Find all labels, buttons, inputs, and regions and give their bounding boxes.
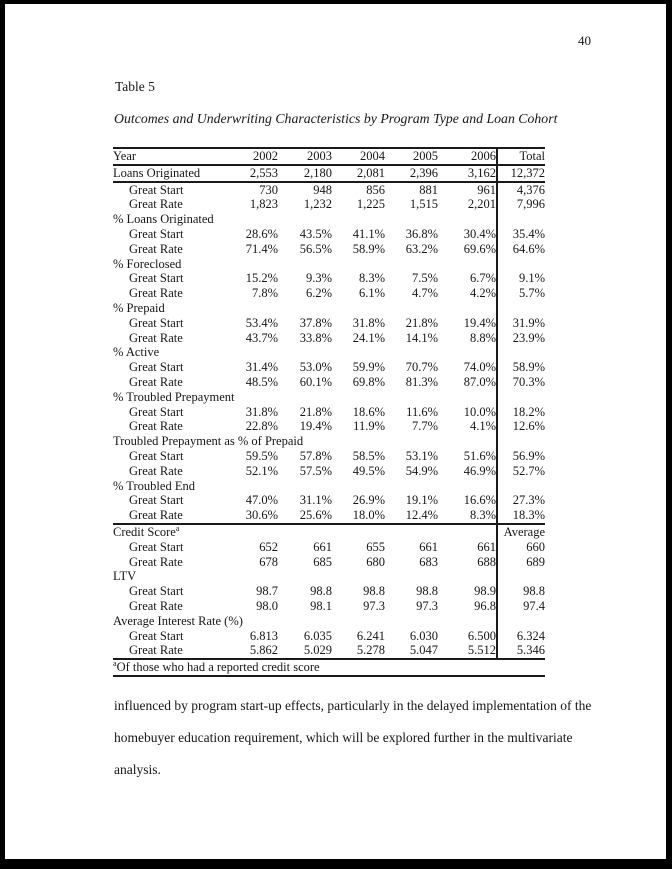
row-label: Great Start bbox=[129, 271, 184, 286]
column-header-2006: 2006 bbox=[438, 148, 497, 165]
table-cell: 70.3% bbox=[497, 375, 545, 390]
table-cell: 19.4% bbox=[299, 419, 332, 434]
table-cell bbox=[497, 257, 545, 272]
table-cell bbox=[332, 614, 385, 629]
body-paragraph bbox=[114, 690, 604, 786]
footnote-row bbox=[113, 659, 545, 676]
table-cell: 31.9% bbox=[497, 316, 545, 331]
row-label: % Active bbox=[113, 345, 160, 360]
table-cell: 6.241 bbox=[356, 628, 385, 643]
table-cell: 54.9% bbox=[405, 463, 438, 478]
table-cell bbox=[278, 345, 332, 360]
row-label: Great Start bbox=[129, 226, 184, 241]
table-cell bbox=[228, 301, 278, 316]
table-cell: 2,201 bbox=[467, 197, 496, 212]
row-label: Great Rate bbox=[129, 463, 183, 478]
table-cell: 4.2% bbox=[469, 286, 496, 301]
row-label: Great Start bbox=[129, 584, 184, 599]
table-cell: 31.1% bbox=[299, 493, 332, 508]
table-cell: 27.3% bbox=[497, 493, 545, 508]
table-cell: 46.9% bbox=[463, 463, 496, 478]
table-cell: 6.1% bbox=[358, 286, 385, 301]
table-cell: 37.8% bbox=[299, 315, 332, 330]
table-cell bbox=[438, 434, 497, 449]
table-cell: 1,232 bbox=[303, 197, 332, 212]
row-label: Credit Score$^a$ bbox=[113, 524, 228, 540]
table-cell: 98.7 bbox=[256, 584, 278, 599]
table-row bbox=[113, 493, 545, 508]
table-cell: 5.047 bbox=[409, 643, 438, 658]
table-row bbox=[113, 271, 545, 286]
table-cell: 6.324 bbox=[497, 629, 545, 644]
table-row bbox=[113, 614, 545, 629]
table-cell: 7,996 bbox=[497, 197, 545, 212]
table-cell: 2,081 bbox=[332, 165, 385, 182]
table-cell: 18.0% bbox=[352, 508, 385, 523]
row-label: Great Rate bbox=[129, 374, 183, 389]
table-cell bbox=[332, 390, 385, 405]
table-cell: 30.6% bbox=[245, 508, 278, 523]
table-cell: 12.4% bbox=[405, 508, 438, 523]
table-cell: 4.7% bbox=[411, 286, 438, 301]
table-cell: 30.4% bbox=[463, 226, 496, 241]
table-row bbox=[113, 419, 545, 434]
table-cell bbox=[438, 257, 497, 272]
row-label: LTV bbox=[113, 569, 137, 584]
table-cell: 52.1% bbox=[245, 463, 278, 478]
row-label: Great Start bbox=[129, 539, 184, 554]
table-cell bbox=[438, 614, 497, 629]
table-footer bbox=[113, 659, 545, 676]
row-label: % Troubled Prepayment bbox=[113, 389, 235, 404]
table-cell: 10.0% bbox=[463, 404, 496, 419]
table-cell: 19.1% bbox=[405, 493, 438, 508]
table-cell: 60.1% bbox=[299, 374, 332, 389]
table-cell: 56.9% bbox=[497, 449, 545, 464]
table-cell bbox=[332, 257, 385, 272]
table-cell: 69.8% bbox=[352, 374, 385, 389]
table-cell bbox=[438, 390, 497, 405]
table-cell: 57.5% bbox=[299, 463, 332, 478]
table-cell bbox=[497, 569, 545, 584]
table-cell: 49.5% bbox=[352, 463, 385, 478]
table-cell bbox=[385, 479, 438, 494]
table-cell bbox=[332, 345, 385, 360]
table-cell: 56.5% bbox=[299, 241, 332, 256]
table-cell: 98.0 bbox=[256, 598, 278, 613]
table-cell: 5.346 bbox=[497, 643, 545, 659]
row-label: Great Start bbox=[129, 315, 184, 330]
column-header-2004: 2004 bbox=[332, 148, 385, 165]
table-cell: 24.1% bbox=[352, 330, 385, 345]
footnote-marker: a bbox=[175, 523, 180, 533]
table-cell: 69.6% bbox=[463, 241, 496, 256]
table-cell: 680 bbox=[366, 554, 385, 569]
table-cell: 22.8% bbox=[245, 419, 278, 434]
table-row bbox=[113, 508, 545, 524]
table-cell: 652 bbox=[259, 539, 278, 554]
table-cell: 661 bbox=[419, 539, 438, 554]
table-cell bbox=[497, 434, 545, 449]
table-cell bbox=[228, 524, 278, 540]
table-cell: 98.8 bbox=[310, 584, 332, 599]
table-cell bbox=[228, 345, 278, 360]
table-row bbox=[113, 584, 545, 599]
table-cell: 8.3% bbox=[358, 271, 385, 286]
row-label: Great Rate bbox=[129, 330, 183, 345]
table-cell: 6.035 bbox=[303, 628, 332, 643]
row-label: % Troubled End bbox=[113, 478, 195, 493]
table-row bbox=[113, 540, 545, 555]
table-cell: 655 bbox=[366, 539, 385, 554]
table-cell bbox=[385, 434, 438, 449]
table-cell: 98.1 bbox=[310, 598, 332, 613]
table-row bbox=[113, 331, 545, 346]
table-cell: 48.5% bbox=[245, 374, 278, 389]
column-header-2005: 2005 bbox=[385, 148, 438, 165]
table-cell: 28.6% bbox=[245, 226, 278, 241]
table-cell: 71.4% bbox=[245, 241, 278, 256]
table-cell bbox=[385, 569, 438, 584]
table-cell: 6.030 bbox=[409, 628, 438, 643]
table-cell: 730 bbox=[259, 182, 278, 197]
table-cell: 5.7% bbox=[497, 286, 545, 301]
table-row bbox=[113, 301, 545, 316]
table-row bbox=[113, 405, 545, 420]
table-cell: 97.3 bbox=[363, 598, 385, 613]
table-cell bbox=[385, 257, 438, 272]
table-cell: 4,376 bbox=[497, 182, 545, 198]
table-cell: 58.5% bbox=[352, 448, 385, 463]
table-row bbox=[113, 434, 545, 449]
table-cell bbox=[438, 479, 497, 494]
table-cell: 685 bbox=[313, 554, 332, 569]
table-cell: 59.5% bbox=[245, 448, 278, 463]
table-title: Outcomes and Underwriting Characteristics by Program Type and Loan Cohort bbox=[114, 111, 558, 126]
table-cell bbox=[497, 212, 545, 227]
table-cell bbox=[278, 301, 332, 316]
table-cell: 98.8 bbox=[363, 584, 385, 599]
table-cell: 9.3% bbox=[305, 271, 332, 286]
table-cell: 81.3% bbox=[405, 374, 438, 389]
table-cell: 18.6% bbox=[352, 404, 385, 419]
column-header-year: Year bbox=[113, 148, 228, 165]
table-row bbox=[113, 197, 545, 212]
table-cell: 661 bbox=[477, 539, 496, 554]
table-row bbox=[113, 555, 545, 570]
table-cell: 33.8% bbox=[299, 330, 332, 345]
table-cell: 43.5% bbox=[299, 226, 332, 241]
table-cell bbox=[497, 479, 545, 494]
table-row bbox=[113, 375, 545, 390]
table-cell: 59.9% bbox=[352, 360, 385, 375]
table-cell: 63.2% bbox=[405, 241, 438, 256]
table-cell: 41.1% bbox=[352, 226, 385, 241]
table-cell bbox=[385, 345, 438, 360]
table-cell bbox=[278, 569, 332, 584]
table-cell bbox=[228, 390, 278, 405]
table-cell bbox=[228, 479, 278, 494]
table-cell: 74.0% bbox=[463, 360, 496, 375]
paragraph-line: analysis. bbox=[114, 762, 161, 777]
table-cell: 3,162 bbox=[438, 165, 497, 182]
table-cell: 35.4% bbox=[497, 227, 545, 242]
table-cell: 14.1% bbox=[405, 330, 438, 345]
table-cell: 18.3% bbox=[497, 508, 545, 524]
table-cell bbox=[385, 390, 438, 405]
table-cell: 47.0% bbox=[245, 493, 278, 508]
table-cell bbox=[385, 301, 438, 316]
table-row bbox=[113, 360, 545, 375]
table-cell: 660 bbox=[497, 540, 545, 555]
row-label: Great Start bbox=[129, 628, 184, 643]
table-cell bbox=[278, 479, 332, 494]
table-cell bbox=[228, 257, 278, 272]
table-cell: 52.7% bbox=[497, 464, 545, 479]
table-cell bbox=[385, 524, 438, 540]
table-cell bbox=[278, 390, 332, 405]
table-header bbox=[113, 148, 545, 165]
table-row bbox=[113, 524, 545, 540]
paragraph-line: homebuyer education requirement, which will be explored further in the multivariate bbox=[114, 730, 573, 745]
table-cell bbox=[332, 212, 385, 227]
table-footnote bbox=[113, 659, 545, 676]
table-cell bbox=[438, 569, 497, 584]
table-row bbox=[113, 629, 545, 644]
table-cell: 8.8% bbox=[469, 330, 496, 345]
table-cell bbox=[332, 434, 385, 449]
table-cell: 961 bbox=[477, 182, 496, 197]
table-cell: 98.8 bbox=[497, 584, 545, 599]
row-label: Great Start bbox=[129, 493, 184, 508]
row-label: Great Rate bbox=[129, 643, 183, 658]
table-cell bbox=[332, 479, 385, 494]
table-cell: 661 bbox=[313, 539, 332, 554]
table-cell: 21.8% bbox=[299, 404, 332, 419]
footnote-marker: a bbox=[113, 658, 117, 668]
table-cell bbox=[385, 614, 438, 629]
row-label: % Foreclosed bbox=[113, 256, 182, 271]
table-row bbox=[113, 643, 545, 659]
table-cell: 51.6% bbox=[463, 448, 496, 463]
row-label: Great Start bbox=[129, 448, 184, 463]
table-cell: 18.2% bbox=[497, 405, 545, 420]
data-table bbox=[113, 147, 545, 677]
table-cell: 5.278 bbox=[356, 643, 385, 658]
table-row bbox=[113, 242, 545, 257]
column-header-2002: 2002 bbox=[228, 148, 278, 165]
table-cell: 12.6% bbox=[497, 419, 545, 434]
row-label: Great Start bbox=[129, 404, 184, 419]
table-cell bbox=[438, 301, 497, 316]
paragraph-line: influenced by program start-up effects, particularly in the delayed implementation of the bbox=[114, 698, 592, 713]
table-row bbox=[113, 449, 545, 464]
table-row bbox=[113, 569, 545, 584]
table-cell bbox=[497, 614, 545, 629]
footnote-text: Of those who had a reported credit score bbox=[116, 660, 320, 675]
table-cell: 97.4 bbox=[497, 599, 545, 614]
table-cell: 58.9% bbox=[352, 241, 385, 256]
table-body bbox=[113, 165, 545, 659]
table-cell: 23.9% bbox=[497, 331, 545, 346]
table-cell: 19.4% bbox=[463, 315, 496, 330]
column-header-total: Total bbox=[497, 148, 545, 165]
table-row bbox=[113, 464, 545, 479]
table-cell: 5.862 bbox=[249, 643, 278, 658]
table-cell bbox=[332, 569, 385, 584]
table-cell: 25.6% bbox=[299, 508, 332, 523]
table-cell: 12,372 bbox=[497, 165, 545, 182]
table-cell bbox=[385, 212, 438, 227]
table-cell: 2,553 bbox=[228, 165, 278, 182]
table-cell: 98.8 bbox=[416, 584, 438, 599]
table-cell: 57.8% bbox=[299, 448, 332, 463]
table-cell bbox=[278, 257, 332, 272]
table-row bbox=[113, 316, 545, 331]
table-cell: 6.813 bbox=[249, 628, 278, 643]
table-cell: 11.6% bbox=[406, 404, 438, 419]
table-row bbox=[113, 286, 545, 301]
table-cell: 16.6% bbox=[463, 493, 496, 508]
table-row bbox=[113, 390, 545, 405]
row-label: Great Start bbox=[129, 360, 184, 375]
row-label: Great Rate bbox=[129, 554, 183, 569]
table-cell: 87.0% bbox=[463, 374, 496, 389]
table-cell: 11.9% bbox=[353, 419, 385, 434]
table-row bbox=[113, 599, 545, 614]
table-cell: 98.9 bbox=[474, 584, 496, 599]
table-cell: 683 bbox=[419, 554, 438, 569]
row-label: % Loans Originated bbox=[113, 212, 214, 227]
page-number: 40 bbox=[578, 33, 591, 48]
table-cell: 8.3% bbox=[469, 508, 496, 523]
table-label: Table 5 bbox=[115, 79, 155, 94]
table-cell: 948 bbox=[313, 182, 332, 197]
row-label: Great Rate bbox=[129, 286, 183, 301]
table-row bbox=[113, 345, 545, 360]
table-row bbox=[113, 165, 545, 182]
table-cell: 97.3 bbox=[416, 598, 438, 613]
table-cell bbox=[438, 524, 497, 540]
row-label: Great Rate bbox=[129, 508, 183, 523]
table-cell bbox=[438, 345, 497, 360]
table-cell: 58.9% bbox=[497, 360, 545, 375]
table-cell: 7.8% bbox=[251, 286, 278, 301]
table-row bbox=[113, 212, 545, 227]
table-cell: 7.7% bbox=[411, 419, 438, 434]
row-label: Great Start bbox=[129, 182, 184, 197]
table-cell bbox=[278, 614, 332, 629]
table-cell: 96.8 bbox=[474, 598, 496, 613]
table-cell: 6.500 bbox=[467, 628, 496, 643]
table-cell bbox=[497, 390, 545, 405]
table-cell bbox=[497, 345, 545, 360]
table-cell bbox=[332, 524, 385, 540]
table-cell bbox=[438, 212, 497, 227]
table-cell: 5.029 bbox=[303, 643, 332, 658]
table-cell: 1,823 bbox=[249, 197, 278, 212]
table-row bbox=[113, 479, 545, 494]
row-label: % Prepaid bbox=[113, 300, 165, 315]
table-cell bbox=[278, 212, 332, 227]
row-label: Loans Originated bbox=[113, 165, 228, 182]
table-cell: 9.1% bbox=[497, 271, 545, 286]
table-cell: 678 bbox=[259, 554, 278, 569]
table-cell: 1,225 bbox=[356, 197, 385, 212]
table-cell: 1,515 bbox=[409, 197, 438, 212]
table-cell: 26.9% bbox=[352, 493, 385, 508]
row-label: Great Rate bbox=[129, 241, 183, 256]
header-row bbox=[113, 148, 545, 165]
table-cell: 6.7% bbox=[469, 271, 496, 286]
table-cell: 689 bbox=[497, 555, 545, 570]
table-cell: 6.2% bbox=[305, 286, 332, 301]
table-row bbox=[113, 227, 545, 242]
table-cell bbox=[228, 569, 278, 584]
table-cell: 4.1% bbox=[469, 419, 496, 434]
table-cell: 31.8% bbox=[245, 404, 278, 419]
table-cell: 21.8% bbox=[405, 315, 438, 330]
table-cell: 53.4% bbox=[245, 315, 278, 330]
table-cell bbox=[228, 212, 278, 227]
table-cell: 15.2% bbox=[245, 271, 278, 286]
table-cell: 856 bbox=[366, 182, 385, 197]
table-cell bbox=[497, 301, 545, 316]
table-cell: 31.4% bbox=[245, 360, 278, 375]
table-cell: 36.8% bbox=[405, 226, 438, 241]
row-label: Great Rate bbox=[129, 419, 183, 434]
table-cell: 5.512 bbox=[467, 643, 496, 658]
table-cell: 688 bbox=[477, 554, 496, 569]
table-cell: 53.1% bbox=[405, 448, 438, 463]
table-row bbox=[113, 182, 545, 198]
table-cell: 43.7% bbox=[245, 330, 278, 345]
table-cell: 881 bbox=[419, 182, 438, 197]
table-cell: 7.5% bbox=[411, 271, 438, 286]
table-cell bbox=[278, 524, 332, 540]
row-label: Average Interest Rate (%) bbox=[113, 613, 243, 628]
table-cell: 31.8% bbox=[352, 315, 385, 330]
column-header-2003: 2003 bbox=[278, 148, 332, 165]
row-label: Great Rate bbox=[129, 197, 183, 212]
table-cell: 64.6% bbox=[497, 242, 545, 257]
table-cell: 53.0% bbox=[299, 360, 332, 375]
table-cell bbox=[332, 301, 385, 316]
row-label: Troubled Prepayment as % of Prepaid bbox=[113, 434, 304, 449]
table-cell: 2,396 bbox=[385, 165, 438, 182]
table-row bbox=[113, 257, 545, 272]
row-label: Great Rate bbox=[129, 598, 183, 613]
table-cell: 70.7% bbox=[405, 360, 438, 375]
table-cell: 2,180 bbox=[278, 165, 332, 182]
table-cell: Average bbox=[497, 524, 545, 540]
